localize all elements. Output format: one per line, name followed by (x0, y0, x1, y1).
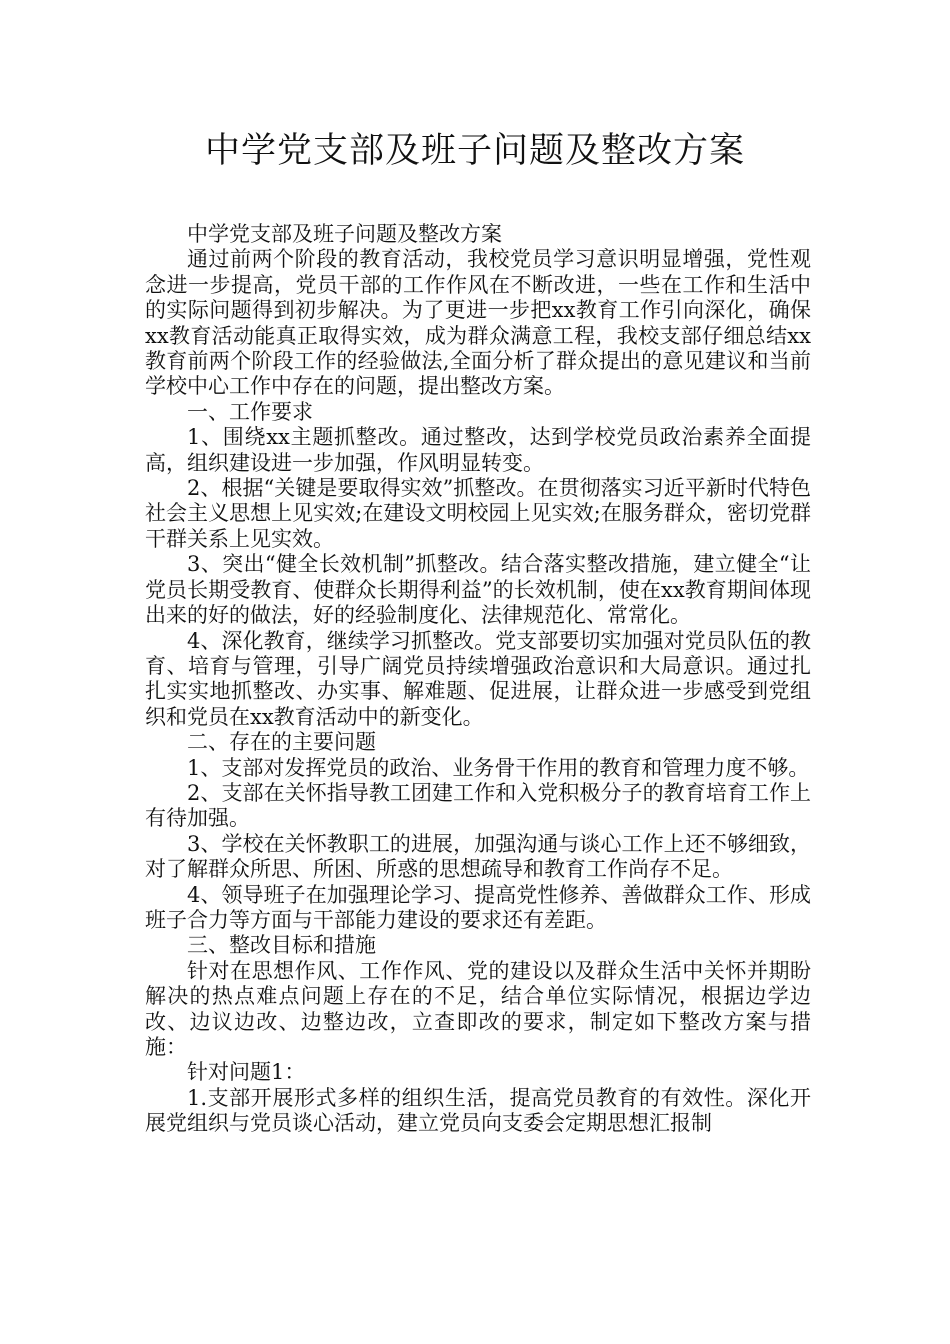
document-body (145, 222, 811, 1137)
paragraph-subtitle: 中学党支部及班子问题及整改方案 (187, 222, 502, 246)
paragraph: 3、学校在关怀教职工的进展，加强沟通与谈心工作上还不够细致，对了解群众所思、所困、所惑的思想疏导和教育工作尚存不足。 (145, 831, 811, 882)
paragraph: 针对在思想作风、工作作风、党的建设以及群众生活中关怀并期盼解决的热点难点问题上存在的不足，结合单位实际情况，根据边学边改、边议边改、边整边改，立查即改的要求，制定如下整改方案与措施： (145, 958, 811, 1059)
paragraph-intro: 通过前两个阶段的教育活动，我校党员学习意识明显增强，党性观念进一步提高，党员干部的工作作风在不断改进，一些在工作和生活中的实际问题得到初步解决。为了更进一步把xx教育工作引向深化，确保xx教育活动能真正取得实效，成为群众满意工程，我校支部仔细总结xx教育前两个阶段工作的经验做法,全面分析了群众提出的意见建议和当前学校中心工作中存在的问题，提出整改方案。 (145, 247, 811, 399)
paragraph: 4、领导班子在加强理论学习、提高党性修养、善做群众工作、形成班子合力等方面与干部能力建设的要求还有差距。 (145, 882, 811, 932)
section-heading-problems: 二、存在的主要问题 (187, 730, 376, 755)
section-heading-measures: 三、整改目标和措施 (187, 933, 376, 958)
document-title: 中学党支部及班子问题及整改方案 (204, 131, 745, 171)
section-heading-requirements: 一、工作要求 (187, 399, 313, 424)
paragraph: 1、围绕xx主题抓整改。通过整改，达到学校党员政治素养全面提高，组织建设进一步加强，作风明显转变。 (145, 425, 811, 475)
paragraph: 3、突出“健全长效机制”抓整改。结合落实整改措施，建立健全“让党员长期受教育、使群众长期得利益”的长效机制，使在xx教育期间体现出来的好的做法，好的经验制度化、法律规范化、常常化。 (145, 552, 811, 628)
paragraph: 2、支部在关怀指导教工团建工作和入党积极分子的教育培育工作上有待加强。 (145, 780, 811, 831)
paragraph: 针对问题1： (187, 1060, 306, 1085)
paragraph: 4、深化教育，继续学习抓整改。党支部要切实加强对党员队伍的教育、培育与管理，引导广阔党员持续增强政治意识和大局意识。通过扎扎实实地抓整改、办实事、解难题、促进展，让群众进一步感受到党组织和党员在xx教育活动中的新变化。 (145, 628, 811, 729)
paragraph: 1.支部开展形式多样的组织生活，提高党员教育的有效性。深化开展党组织与党员谈心活动，建立党员向支委会定期思想汇报制 (145, 1085, 811, 1136)
paragraph: 1、支部对发挥党员的政治、业务骨干作用的教育和管理力度不够。 (187, 755, 810, 780)
paragraph: 2、根据“关键是要取得实效”抓整改。在贯彻落实习近平新时代特色社会主义思想上见实效;在建设文明校园上见实效;在服务群众，密切党群干群关系上见实效。 (145, 476, 811, 551)
